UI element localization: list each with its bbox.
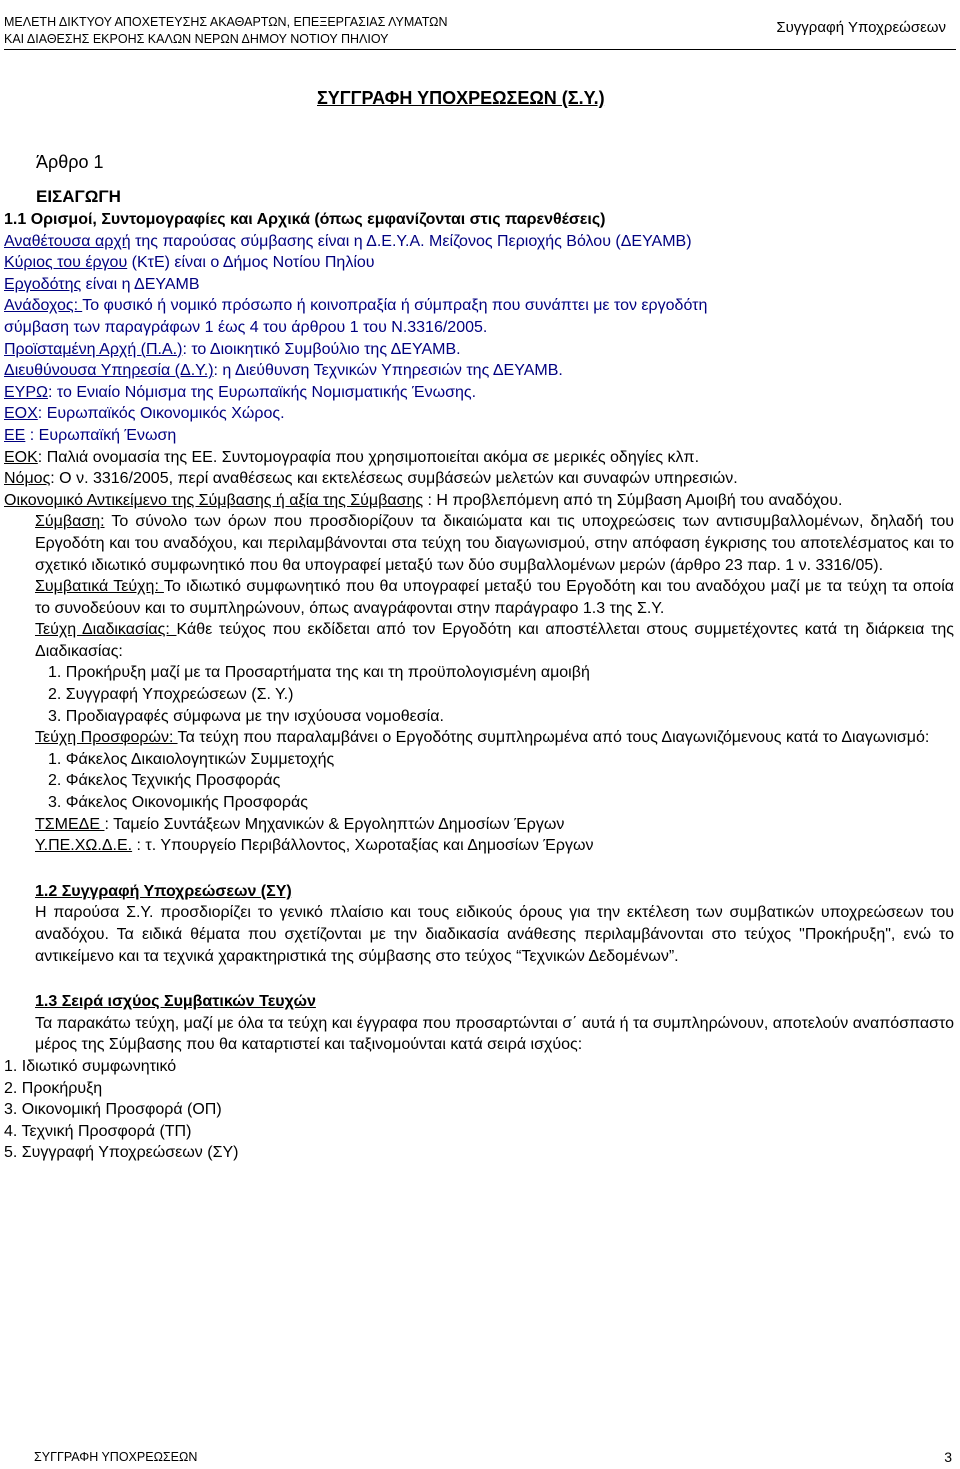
page-number: 3 — [944, 1449, 952, 1465]
term: Κύριος του έργου — [4, 254, 128, 272]
definition-contractor — [4, 295, 954, 338]
term: Διευθύνουσα Υπηρεσία (Δ.Υ.) — [4, 362, 214, 380]
header-title — [4, 14, 564, 48]
definition-eox — [4, 403, 954, 425]
definition-text: : Ευρωπαϊκός Οικονομικός Χώρος. — [37, 405, 285, 423]
term: Αναθέτουσα αρχή — [4, 232, 131, 250]
section-1-2-text: Η παρούσα Σ.Υ. προσδιορίζει το γενικό πλαίσιο και τους ειδικούς όρους για την εκτέλεση των συμβατικών υποχρεώσεων του αναδόχου. Τα ειδικά θέματα που σχετίζονται με την διαδικασία ανάθεσης περιλαμβάνονται στο τεύχος "Προκήρυξη", ενώ το αντικείμενο και τα τεχνικά χαρακτηριστικά της σύμβασης στο τεύχος “Τεχνικών Δεδομένων”. — [35, 904, 954, 965]
definition-contract-object — [4, 490, 954, 512]
term: ΕΕ — [4, 426, 26, 444]
definition-text: σύμβαση των παραγράφων 1 έως 4 του άρθρου 1 του Ν.3316/2005. — [4, 318, 488, 336]
list-item: 2. Φάκελος Τεχνικής Προσφοράς — [48, 772, 281, 790]
definition-tsmede — [4, 814, 954, 836]
list-item: 3. Προδιαγραφές σύμφωνα με την ισχύουσα νομοθεσία. — [48, 707, 444, 725]
definition-supervising-authority — [4, 339, 954, 361]
definition-euro — [4, 382, 954, 404]
header-doc-name: Συγγραφή Υποχρεώσεων — [776, 19, 946, 36]
definition-offer-documents — [4, 727, 954, 749]
term: ΕΥΡΩ — [4, 383, 48, 401]
definition-text: είναι η ΔΕΥΑΜΒ — [81, 275, 200, 293]
header-title-line2: ΚΑΙ ΔΙΑΘΕΣΗΣ ΕΚΡΟΗΣ ΚΑΛΩΝ ΝΕΡΩΝ ΔΗΜΟΥ ΝΟΤΙΟΥ ΠΗΛΙΟΥ — [4, 32, 389, 46]
list-item: 5. Συγγραφή Υποχρεώσεων (ΣΥ) — [4, 1144, 239, 1162]
term: Συμβατικά Τεύχη: — [35, 578, 164, 596]
definition-directing-service — [4, 360, 954, 382]
term: Σύμβαση: — [35, 513, 105, 531]
definition-text: (ΚτΕ) είναι ο Δήμος Νοτίου Πηλίου — [127, 254, 375, 272]
definition-text: : Ταμείο Συντάξεων Μηχανικών & Εργοληπτών Δημοσίων Έργων — [104, 815, 565, 833]
term: ΕΟΧ — [4, 405, 38, 423]
spacer — [4, 967, 954, 991]
definition-text: : η Διεύθυνση Τεχνικών Υπηρεσιών της ΔΕΥΑΜΒ. — [213, 362, 563, 380]
header-divider — [4, 49, 956, 50]
definition-eok — [4, 447, 954, 469]
definition-contract-documents — [4, 576, 954, 619]
list-item: 2. Συγγραφή Υποχρεώσεων (Σ. Υ.) — [48, 686, 294, 704]
definition-procedure-documents — [4, 619, 954, 662]
definition-text: : το Διοικητικό Συμβούλιο της ΔΕΥΑΜΒ. — [182, 340, 461, 358]
document-body — [4, 209, 954, 1164]
definition-text: : Παλιά ονομασία της ΕΕ. Συντομογραφία που χρησιμοποιείται ακόμα σε μερικές οδηγίες κλπ. — [37, 448, 700, 466]
document-title: ΣΥΓΓΡΑΦΗ ΥΠΟΧΡΕΩΣΕΩΝ (Σ.Υ.) — [317, 88, 605, 108]
definition-text: Το φυσικό ή νομικό πρόσωπο ή κοινοπραξία ή σύμπραξη που συνάπτει με τον εργοδότη — [82, 297, 708, 315]
list-item: 3. Φάκελος Οικονομικής Προσφοράς — [48, 794, 308, 812]
list-item: 3. Οικονομική Προσφορά (ΟΠ) — [4, 1101, 222, 1119]
definition-text: : Η προβλεπόμενη από τη Σύμβαση Αμοιβή του αναδόχου. — [423, 491, 843, 509]
definition-text: Τα τεύχη που παραλαμβάνει ο Εργοδότης συμπληρωμένα από τους Διαγωνιζόμενους κατά το Διαγωνισμό: — [177, 729, 930, 747]
term: Νόμος — [4, 470, 51, 488]
section-1-3-title: 1.3 Σειρά ισχύος Συμβατικών Τευχών — [35, 993, 316, 1011]
spacer — [4, 857, 954, 881]
definition-contracting-authority — [4, 231, 954, 253]
definition-employer — [4, 274, 954, 296]
definition-text: : Ευρωπαϊκή Ένωση — [25, 426, 177, 444]
definition-text: : το Ενιαίο Νόμισμα της Ευρωπαϊκής Νομισματικής Ένωσης. — [47, 383, 477, 401]
definition-text: Το σύνολο των όρων που προσδιορίζουν τα δικαιώματα και τις υποχρεώσεις των αντισυμβαλλομένων, δηλαδή του Εργοδότη και του αναδόχου, και περιλαμβάνονται στα τεύχη του διαγωνισμού, στην απόφαση έγκρισης του αποτελέσματος και το σχετικό ιδιωτικό συμφωνητικό που θα υπογραφεί μεταξύ των δύο συμβαλλομένων μερών (άρθρο 23 παρ. 1 ν. 3316/05). — [35, 513, 954, 574]
intro-heading: ΕΙΣΑΓΩΓΗ — [36, 187, 121, 206]
header-title-line1: ΜΕΛΕΤΗ ΔΙΚΤΥΟΥ ΑΠΟΧΕΤΕΥΣΗΣ ΑΚΑΘΑΡΤΩΝ, ΕΠΕΞΕΡΓΑΣΙΑΣ ΛΥΜΑΤΩΝ — [4, 15, 448, 29]
term: Οικονομικό Αντικείμενο της Σύμβασης ή αξία της Σύμβασης — [4, 491, 424, 509]
term: Τεύχη Διαδικασίας: — [35, 621, 177, 639]
list-item: 4. Τεχνική Προσφορά (ΤΠ) — [4, 1122, 192, 1140]
definition-text: : τ. Υπουργείο Περιβάλλοντος, Χωροταξίας και Δημοσίων Έργων — [132, 837, 594, 855]
definition-text: Κάθε τεύχος που εκδίδεται από τον Εργοδότη και αποστέλλεται στους συμμετέχοντες κατά τη διάρκεια της Διαδικασίας: — [35, 621, 954, 660]
list-item: 1. Φάκελος Δικαιολογητικών Συμμετοχής — [48, 750, 335, 768]
term: Εργοδότης — [4, 275, 82, 293]
definition-law — [4, 468, 954, 490]
footer-title: ΣΥΓΓΡΑΦΗ ΥΠΟΧΡΕΩΣΕΩΝ — [34, 1450, 198, 1464]
term: Τεύχη Προσφορών: — [35, 729, 178, 747]
definition-text: : Ο ν. 3316/2005, περί αναθέσεως και εκτελέσεως συμβάσεών μελετών και συναφών υπηρεσιών. — [50, 470, 738, 488]
term: Υ.ΠΕ.ΧΩ.Δ.Ε. — [35, 837, 133, 855]
term: Προϊσταμένη Αρχή (Π.Α.) — [4, 340, 183, 358]
section-1-3-text: Τα παρακάτω τεύχη, μαζί με όλα τα τεύχη και έγγραφα που προσαρτώνται σ΄ αυτά ή τα συμπληρώνουν, αποτελούν αναπόσπαστο μέρος της Σύμβασης που θα καταρτιστεί και ταξινομούνται κατά σειρά ισχύος: — [35, 1014, 954, 1054]
list-item: 1. Ιδιωτικό συμφωνητικό — [4, 1057, 177, 1075]
definition-text: Το ιδιωτικό συμφωνητικό που θα υπογραφεί μεταξύ του Εργοδότη και του αναδόχου μαζί με τα τεύχη τα οποία το συνοδεύουν και το συμπληρώνουν, όπως αναγράφονται στην παράγραφο 1.3 της Σ.Υ. — [35, 578, 955, 617]
term: ΕΟΚ — [4, 448, 38, 466]
definition-text: της παρούσας σύμβασης είναι η Δ.Ε.Υ.Α. Μείζονος Περιοχής Βόλου (ΔΕΥΑΜΒ) — [130, 232, 692, 250]
list-item: 2. Προκήρυξη — [4, 1079, 103, 1097]
definition-ee — [4, 425, 954, 447]
term: Ανάδοχος: — [4, 297, 83, 315]
section-1-2-title: 1.2 Συγγραφή Υποχρεώσεων (ΣΥ) — [35, 882, 292, 900]
definition-ypexode — [4, 835, 954, 857]
definition-contract — [4, 511, 954, 576]
term: ΤΣΜΕΔΕ — [35, 815, 105, 833]
section-1-1-title: 1.1 Ορισμοί, Συντομογραφίες και Αρχικά (όπως εμφανίζονται στις παρενθέσεις) — [4, 211, 606, 228]
list-item: 1. Προκήρυξη μαζί με τα Προσαρτήματα της και τη προϋπολογισμένη αμοιβή — [48, 664, 590, 682]
article-heading: Άρθρο 1 — [36, 152, 104, 172]
definition-project-owner — [4, 252, 954, 274]
